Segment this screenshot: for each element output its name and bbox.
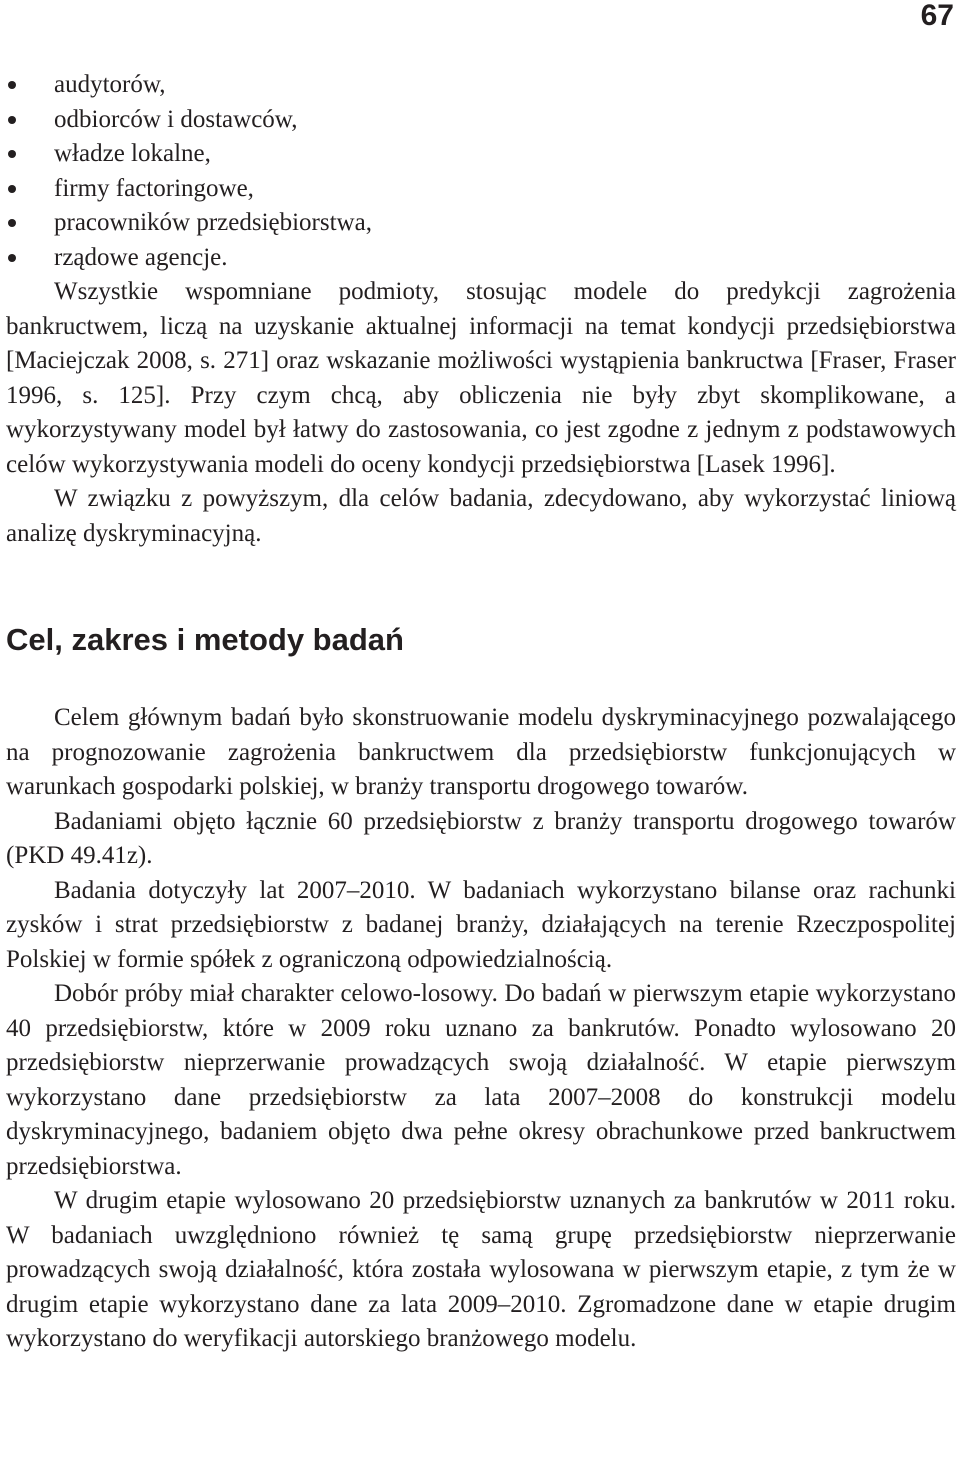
bullet-icon [8, 219, 16, 227]
bullet-icon [8, 81, 16, 89]
section-heading: Cel, zakres i metody badań [6, 622, 404, 657]
body-paragraph: W drugim etapie wylosowano 20 przedsiębiorstw uznanych za bankrutów w 2011 roku. W badaniach uwzględniono również tę samą grupę przedsiębiorstw nieprzerwanie prowadzących swoją działalność, która została wylosowana w pierwszym etapie, z tym że w drugim etapie wykorzystano dane za lata 2009–2010. Zgromadzone dane w etapie drugim wykorzystano do weryfikacji autorskiego branżowego modelu. [6, 1187, 956, 1352]
bullet-icon [8, 150, 16, 158]
bullet-list [6, 68, 956, 275]
list-item [6, 241, 956, 276]
body-paragraph: W związku z powyższym, dla celów badania, zdecydowano, aby wykorzystać liniową analizę dyskryminacyjną. [6, 485, 956, 547]
body-paragraph: Wszystkie wspomniane podmioty, stosując modele do predykcji zagrożenia bankructwem, liczą na uzyskanie aktualnej informacji na temat kondycji przedsiębiorstwa [Maciejczak 2008, s. 271] oraz wskazanie możliwości wystąpienia bankructwa [Fraser, Fraser 1996, s. 125]. Przy czym chcą, aby obliczenia nie były zbyt skomplikowane, a wykorzystywany model był łatwy do zastosowania, co jest zgodne z jednym z podstawowych celów wykorzystywania modeli do oceny kondycji przedsiębiorstwa [Lasek 1996]. [6, 278, 956, 478]
list-item [6, 172, 956, 207]
bullet-icon [8, 185, 16, 193]
list-item-text: władze lokalne, [54, 140, 211, 167]
list-item [6, 137, 956, 172]
list-item-text: pracowników przedsiębiorstwa, [54, 209, 372, 236]
body-paragraph: Dobór próby miał charakter celowo-losowy. Do badań w pierwszym etapie wykorzystano 40 przedsiębiorstw, które w 2009 roku uznano za bankrutów. Ponadto wylosowano 20 przedsiębiorstw nieprzerwanie prowadzących swoją działalność. W etapie pierwszym wykorzystano dane przedsiębiorstw za lata 2007–2008 do konstrukcji modelu dyskryminacyjnego, badaniem objęto dwa pełne okresy obrachunkowe przed bankructwem przedsiębiorstwa. [6, 980, 956, 1180]
bullet-icon [8, 116, 16, 124]
page-number: 67 [920, 0, 954, 32]
list-item [6, 68, 956, 103]
body-paragraph: Badaniami objęto łącznie 60 przedsiębiorstw z branży transportu drogowego towarów (PKD 49.41z). [6, 807, 956, 869]
list-item [6, 206, 956, 241]
body-paragraph: Celem głównym badań było skonstruowanie modelu dyskryminacyjnego pozwalającego na prognozowanie zagrożenia bankructwem dla przedsiębiorstw funkcjonujących w warunkach gospodarki polskiej, w branży transportu drogowego towarów. [6, 704, 956, 800]
body-paragraph: Badania dotyczyły lat 2007–2010. W badaniach wykorzystano bilanse oraz rachunki zysków i strat przedsiębiorstw z badanej branży, działających na terenie Rzeczpospolitej Polskiej w formie spółek z ograniczoną odpowiedzialnością. [6, 876, 956, 973]
page-body [6, 68, 956, 1357]
list-item-text: rządowe agencje. [54, 243, 228, 271]
list-item [6, 103, 956, 138]
bullet-icon [8, 254, 16, 262]
list-item-text: odbiorców i dostawców, [54, 105, 298, 133]
list-item-text: audytorów, [54, 71, 166, 98]
list-item-text: firmy factoringowe, [54, 174, 254, 202]
